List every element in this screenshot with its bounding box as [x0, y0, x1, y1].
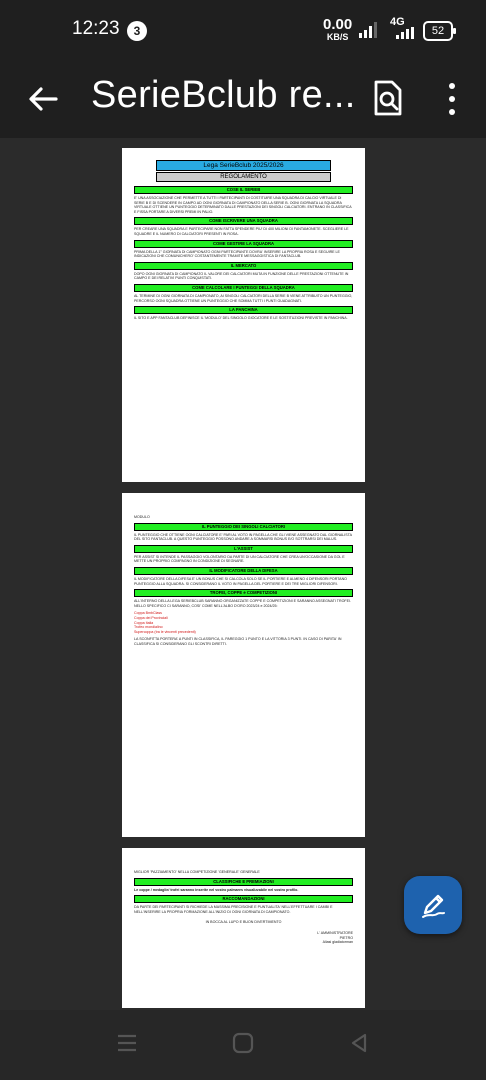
document-title: SerieBclub re...	[91, 74, 356, 116]
document-page-3[interactable]	[122, 848, 365, 1008]
signal-strength-2-icon	[396, 27, 414, 39]
status-bar	[0, 0, 486, 60]
app-bar	[0, 60, 486, 138]
edit-fab-button[interactable]	[404, 876, 462, 934]
section-heading: RACCOMANDAZIONI	[134, 895, 353, 903]
document-page-2[interactable]	[122, 493, 365, 837]
back-triangle-icon[interactable]	[348, 1032, 370, 1054]
section-heading: COSE IL SERIEB	[134, 186, 353, 194]
more-options-icon[interactable]	[444, 80, 460, 118]
section-heading: L'ASSIST	[134, 545, 353, 553]
doc-header: Lega SerieBclub 2025/2026	[156, 160, 331, 171]
section-text: DA PARTE DEI PARTECIPANTI SI RICHIEDE LA MASSIMA PRECISIONE E PUNTUALITA' NELL'EFFETTUARE I CAMBI E NELL'INSERIRE LA PROPRIA FORMAZIONE ALL'INIZIO DI OGNI GIORNATA DI CAMPIONATO.	[134, 905, 333, 914]
section-heading: LA PANCHINA	[134, 306, 353, 314]
doc-subheader: REGOLAMENTO	[156, 172, 331, 182]
section-text: Le coppe / medaglie/ trofei saranno inserite nel vostro palmares visualizzabile nel vostro profilo.	[134, 887, 299, 892]
clock: 12:23	[72, 18, 120, 39]
network-speed-unit: KB/S	[326, 32, 349, 42]
section-heading: CLASSIFICHE E PREMIAZIONI	[134, 878, 353, 886]
system-navigation-bar	[0, 1010, 486, 1080]
section-heading: IL MERCATO	[134, 262, 353, 270]
section-text: IL SITO E APP FANTACLUB DEFINISCE IL 'MODULO' DEL SINGOLO GIOCATORE E LE SOSTITUZIONI PREVISTE IN PANCHINA.	[134, 316, 348, 321]
network-speed	[323, 18, 352, 44]
section-text: DOPO OGNI GIORNATA DI CAMPIONATO IL VALORE DEI CALCIATORI MUTA IN FUNZIONE DELLE PRESTAZIONI OTTENUTE IN CAMPO E DEI RELATIVI PUNTI CONQUISTATI.	[134, 271, 349, 281]
signature-handle: Aliasi gladiatorman	[322, 940, 353, 945]
section-text: PER ASSIST SI INTENDE IL PASSAGGIO VOLONTARIO DA PARTE DI UN CALCIATORE CHE CREA UN'OCCASIONE DA GOL E METTE UN PROPRIO COMPAGNO IN CONDIZIONE DI SEGNARE.	[134, 554, 345, 564]
section-heading: IL MODIFICATORE DELLA DIFESA	[134, 567, 353, 575]
section-text: AL TERMINE DI OGNI GIORNATA DI CAMPIONATO, AI SINGOLI CALCIATORI DELLA SERIE B VIENE ATTRIBUITO UN PUNTEGGIO, PERCORSO OGNI SQUADRA OTTIENE UN PUNTEGGIO CHE SOMMA TUTTI I PUNTI GUADAGNATI.	[134, 293, 353, 303]
cup-item: Coppa Italia	[134, 620, 154, 625]
battery-level: 52	[431, 25, 445, 37]
cup-item: Trofeo mondialino	[134, 625, 163, 630]
section-heading: COME CALCOLARE I PUNTEGGI DELLA SQUADRA	[134, 284, 353, 292]
notification-count-badge: 3	[127, 21, 147, 41]
network-type: 4G	[390, 16, 405, 28]
section-text: MODULO	[134, 515, 150, 519]
section-text: MIGLIOR 'PAZZIAMENTO' NELLA COMPETIZIONE 'GENERALE' GENERALE	[134, 870, 260, 874]
recent-apps-icon[interactable]	[116, 1032, 138, 1054]
cup-item: Supercoppa (tra le vincenti precedenti)	[134, 629, 196, 634]
section-heading: COME ISCRIVERE UNA SQUADRA	[134, 217, 353, 225]
signature-name: PIETRO	[339, 935, 353, 940]
section-text: PER CREARE UNA SQUADRA E PARTECIPARE NON FATTA SPENDERE PIU' DI 400 MILIONI DI FANTAMONETE. SCEGLIERE LE SQUADRE E IL NUMERO DI CALCIATORI PRESENTI IN ROSA.	[134, 227, 349, 236]
section-text: ALL'INTERNO DELLA LEGA SERIEBCLUB SARANNO ORGANIZZATE COPPE E COMPETIZIONI E SARANNO ASSEGNATI TROFEI. NELLO SPECIFICO CI SARANNO, COSI' COME NELL'ALBO D'ORO 2023/24 e 2024/25:	[134, 599, 351, 608]
back-arrow-icon[interactable]	[26, 82, 60, 116]
section-heading: COME GESTIRE LA SQUADRA	[134, 240, 353, 248]
section-heading: TROFEI, COPPE e COMPETIZIONI	[134, 589, 353, 597]
signature-title: L' AMMINISTRATORE	[317, 930, 353, 935]
search-in-document-icon[interactable]	[372, 80, 404, 116]
battery-icon	[423, 21, 453, 41]
cup-item: Coppa dei Provinciali	[134, 615, 168, 620]
section-text: PRIMA DELLA 1° GIORNATA DI CAMPIONATO OGNI PARTECIPANTE DOVRA' INSERIRE LA PROPRIA ROSA E SEGUIRE LE INDICAZIONI CHE COMUNICHERO' COSTANTEMENTE TRAMITE MESSAGGISTICA DI FANTACLUB.	[134, 249, 340, 259]
section-text: IL PUNTEGGIO CHE OTTIENE OGNI CALCIATORE E' PARI AL VOTO IN PAGELLA CHE GLI VIENE ASSEGNATO DAL GIORNALISTA DEL SITO FANTACLUB. A QUESTO PUNTEGGIO POSSONO ANDARE A SOMMARSI BONUS E/O SOTTRARSI DEI MALUS.	[134, 532, 352, 542]
network-speed-value: 0.00	[323, 16, 353, 33]
section-text: LA SCONFITTA PORTERA' A PUNTI IN CLASSIFICA, IL PAREGGIO 1 PUNTO E LA VITTORIA 3 PUNTI. IN CASO DI PARITA' IN CLASSIFICA SI CONSIDERANO GLI SCONTRI DIRETTI.	[134, 637, 342, 646]
section-text: IL MODIFICATORE DELLA DIFESA E' UN BONUS CHE SI CALCOLA SOLO SE IL PORTIERE E ALMENO 4 DIFENSORI PORTANO PUNTEGGIO ALLA SQUADRA. SI CONSIDERANO IL VOTO IN PAGELLA DEL PORTIERE E DEI TRE MIGLIORI DIFENSORI.	[134, 576, 347, 586]
signal-strength-icon	[358, 22, 380, 38]
document-page-1[interactable]	[122, 148, 365, 482]
section-text: E' UNA ASSOCIAZIONE CHE PERMETTE A TUTTI I PARTECIPANTI DI COSTITUIRE UNA SQUADRA DI CALCIO VIRTUALE DI SERIE B E DI SCENDERE IN CAMPO AD OGNI GIORNATA DI CAMPIONATO DELLA SERIE B. OGNI GIORNATA LA SQUADRA VIRTUALE OTTIENE UN PUNTEGGIO DETERMINATO DALLE PRESTAZIONI DEI SINGOLI CALCIATORI. ENTRANO IN CLASSIFICA E FISSA PORTARE A DIVERSI PREMI IN PALIO.	[134, 196, 352, 214]
section-heading: IL PUNTEGGIO DEI SINGOLI CALCIATORI	[134, 523, 353, 531]
pen-edit-icon	[419, 891, 447, 919]
home-icon[interactable]	[232, 1032, 254, 1054]
closing-wish: IN BOCCA AL LUPO E BUON DIVERTIMENTO	[205, 920, 282, 925]
cup-item: Coppa BmbClass	[134, 611, 162, 616]
